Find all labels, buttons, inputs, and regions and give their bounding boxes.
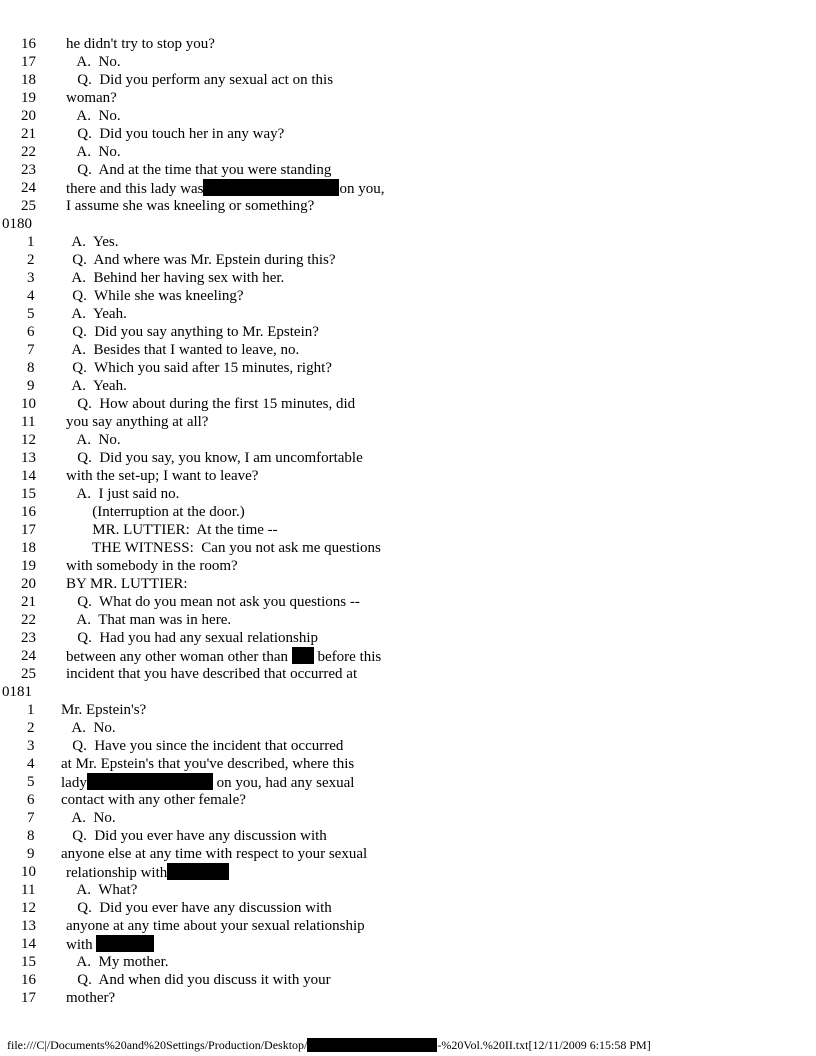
line-text bbox=[66, 629, 318, 647]
line-text-segment: incident that you have described that occurred at bbox=[66, 666, 358, 682]
line-number: 15 bbox=[21, 954, 36, 970]
line-number: 21 bbox=[21, 594, 36, 610]
line-text-segment: Q. Which you said after 15 minutes, right? bbox=[61, 360, 332, 376]
line-text-segment: A. Behind her having sex with her. bbox=[61, 270, 285, 286]
line-text bbox=[66, 395, 355, 413]
line-text-segment: he didn't try to stop you? bbox=[66, 36, 215, 52]
line-number: 8 bbox=[27, 360, 35, 376]
line-text-segment: before this bbox=[313, 649, 382, 665]
line-text bbox=[66, 467, 258, 485]
line-text-segment: -%20Vol.%20II.txt[12/11/2009 6:15:58 PM] bbox=[437, 1038, 651, 1052]
line-text-segment: Q. Did you say anything to Mr. Epstein? bbox=[61, 324, 319, 340]
line-text bbox=[61, 809, 116, 827]
redaction-block bbox=[203, 179, 339, 196]
line-text bbox=[66, 881, 137, 899]
line-text bbox=[61, 755, 354, 773]
line-text bbox=[66, 449, 363, 467]
page-number: 0180 bbox=[2, 216, 32, 232]
page-number: 0181 bbox=[2, 684, 32, 700]
line-text-segment: MR. LUTTIER: At the time -- bbox=[66, 522, 278, 538]
line-number: 12 bbox=[21, 432, 36, 448]
line-number: 17 bbox=[21, 54, 36, 70]
line-number: 17 bbox=[21, 522, 36, 538]
line-text-segment: A. No. bbox=[66, 108, 121, 124]
line-number: 18 bbox=[21, 540, 36, 556]
line-text bbox=[66, 575, 188, 593]
line-text-segment: Q. Did you ever have any discussion with bbox=[66, 900, 332, 916]
line-text bbox=[61, 269, 284, 287]
line-number: 19 bbox=[21, 558, 36, 574]
line-text-segment: at Mr. Epstein's that you've described, where this bbox=[61, 756, 355, 772]
line-text-segment: A. I just said no. bbox=[66, 486, 180, 502]
line-text bbox=[61, 359, 332, 377]
line-text-segment: Q. And when did you discuss it with your bbox=[66, 972, 331, 988]
line-number: 17 bbox=[21, 990, 36, 1006]
line-number: 5 bbox=[27, 306, 35, 322]
line-text-segment: A. Yes. bbox=[61, 234, 119, 250]
line-text bbox=[66, 989, 115, 1007]
line-text bbox=[66, 485, 179, 503]
line-text bbox=[66, 521, 278, 539]
line-text bbox=[66, 593, 360, 611]
line-number: 24 bbox=[21, 648, 36, 664]
line-text-segment: A. Besides that I wanted to leave, no. bbox=[61, 342, 300, 358]
line-text bbox=[61, 845, 367, 863]
line-number: 23 bbox=[21, 162, 36, 178]
redaction-block bbox=[167, 863, 229, 880]
line-text bbox=[66, 35, 215, 53]
line-number: 6 bbox=[27, 324, 35, 340]
line-number: 11 bbox=[21, 882, 36, 898]
line-number: 4 bbox=[27, 288, 35, 304]
line-text bbox=[66, 413, 208, 431]
line-text bbox=[66, 863, 229, 882]
line-text-segment: Q. Did you ever have any discussion with bbox=[61, 828, 327, 844]
line-number: 14 bbox=[21, 936, 36, 952]
line-number: 20 bbox=[21, 108, 36, 124]
line-text bbox=[66, 899, 332, 917]
line-text-segment: BY MR. LUTTIER: bbox=[66, 576, 188, 592]
line-number: 23 bbox=[21, 630, 36, 646]
line-number: 10 bbox=[21, 396, 36, 412]
line-number: 24 bbox=[21, 180, 36, 196]
line-text-segment: anyone at any time about your sexual relationship bbox=[66, 918, 365, 934]
line-text bbox=[66, 503, 245, 521]
line-text bbox=[66, 971, 331, 989]
line-number: 7 bbox=[27, 810, 35, 826]
line-number: 25 bbox=[21, 666, 36, 682]
line-number: 6 bbox=[27, 792, 35, 808]
line-number: 16 bbox=[21, 36, 36, 52]
line-text-segment: A. Yeah. bbox=[61, 378, 127, 394]
line-text bbox=[66, 935, 154, 954]
line-text-segment: with the set-up; I want to leave? bbox=[66, 468, 259, 484]
line-number: 11 bbox=[21, 414, 36, 430]
line-number: 22 bbox=[21, 144, 36, 160]
line-text bbox=[61, 233, 119, 251]
line-text bbox=[66, 53, 121, 71]
file-path-footer bbox=[7, 1037, 651, 1053]
line-text bbox=[66, 557, 238, 575]
line-text-segment: A. No. bbox=[66, 54, 121, 70]
line-text-segment: A. No. bbox=[66, 144, 121, 160]
line-text-segment: with bbox=[66, 937, 97, 953]
line-text-segment: between any other woman other than bbox=[66, 649, 292, 665]
line-number: 2 bbox=[27, 252, 35, 268]
line-text-segment: A. No. bbox=[61, 810, 116, 826]
line-text-segment: Q. Did you say, you know, I am uncomfortable bbox=[66, 450, 363, 466]
line-text-segment: Q. What do you mean not ask you questions -- bbox=[66, 594, 360, 610]
line-text bbox=[66, 647, 381, 666]
line-text bbox=[66, 161, 331, 179]
line-number: 18 bbox=[21, 72, 36, 88]
line-text bbox=[66, 953, 169, 971]
line-text-segment: Q. Did you touch her in any way? bbox=[66, 126, 285, 142]
line-text-segment: (Interruption at the door.) bbox=[66, 504, 245, 520]
line-text bbox=[66, 665, 357, 683]
line-number: 22 bbox=[21, 612, 36, 628]
line-text-segment: A. My mother. bbox=[66, 954, 169, 970]
line-text-segment: Q. And at the time that you were standing bbox=[66, 162, 332, 178]
line-text-segment: there and this lady was bbox=[66, 181, 204, 197]
line-text bbox=[66, 89, 117, 107]
line-text-segment: lady bbox=[61, 775, 87, 791]
line-text bbox=[66, 197, 314, 215]
line-number: 5 bbox=[27, 774, 35, 790]
line-number: 9 bbox=[27, 846, 35, 862]
redaction-block bbox=[87, 773, 213, 790]
line-text bbox=[61, 773, 354, 792]
line-number: 25 bbox=[21, 198, 36, 214]
line-text-segment: Q. Did you perform any sexual act on this bbox=[66, 72, 334, 88]
line-text-segment: THE WITNESS: Can you not ask me questions bbox=[66, 540, 381, 556]
line-text-segment: A. Yeah. bbox=[61, 306, 127, 322]
line-text bbox=[61, 251, 336, 269]
line-text bbox=[66, 71, 333, 89]
line-text bbox=[61, 305, 127, 323]
line-text-segment: I assume she was kneeling or something? bbox=[66, 198, 315, 214]
line-number: 3 bbox=[27, 738, 35, 754]
line-text-segment: A. No. bbox=[66, 432, 121, 448]
line-text-segment: Q. And where was Mr. Epstein during this? bbox=[61, 252, 336, 268]
line-text-segment: on you, bbox=[339, 181, 385, 197]
line-text-segment: on you, had any sexual bbox=[212, 775, 355, 791]
line-text-segment: Q. Had you had any sexual relationship bbox=[66, 630, 319, 646]
redaction-block bbox=[96, 935, 154, 952]
line-text bbox=[61, 827, 327, 845]
line-text bbox=[66, 431, 121, 449]
line-number: 8 bbox=[27, 828, 35, 844]
line-number: 12 bbox=[21, 900, 36, 916]
line-text bbox=[61, 377, 127, 395]
line-number: 21 bbox=[21, 126, 36, 142]
line-text bbox=[66, 611, 231, 629]
line-text bbox=[66, 143, 121, 161]
line-number: 1 bbox=[27, 234, 35, 250]
line-text-segment: file:///C|/Documents%20and%20Settings/Production/Desktop/ bbox=[7, 1038, 308, 1052]
line-number: 20 bbox=[21, 576, 36, 592]
line-text bbox=[66, 179, 384, 198]
line-text-segment: you say anything at all? bbox=[66, 414, 209, 430]
line-text bbox=[61, 323, 319, 341]
line-number: 13 bbox=[21, 450, 36, 466]
line-number: 13 bbox=[21, 918, 36, 934]
line-number: 10 bbox=[21, 864, 36, 880]
line-text-segment: A. That man was in here. bbox=[66, 612, 232, 628]
line-text bbox=[66, 917, 365, 935]
line-number: 7 bbox=[27, 342, 35, 358]
line-text-segment: mother? bbox=[66, 990, 116, 1006]
line-text-segment: woman? bbox=[66, 90, 117, 106]
line-number: 9 bbox=[27, 378, 35, 394]
line-text bbox=[61, 341, 299, 359]
line-text-segment: A. No. bbox=[61, 720, 116, 736]
line-text-segment: A. What? bbox=[66, 882, 138, 898]
line-text-segment: contact with any other female? bbox=[61, 792, 246, 808]
line-text bbox=[61, 287, 244, 305]
line-text-segment: Q. While she was kneeling? bbox=[61, 288, 244, 304]
redaction-block bbox=[307, 1038, 437, 1052]
line-text-segment: Mr. Epstein's? bbox=[61, 702, 147, 718]
line-text bbox=[61, 737, 343, 755]
line-number: 14 bbox=[21, 468, 36, 484]
line-number: 4 bbox=[27, 756, 35, 772]
line-text-segment: anyone else at any time with respect to your sexual bbox=[61, 846, 368, 862]
line-number: 2 bbox=[27, 720, 35, 736]
redaction-block bbox=[292, 647, 314, 664]
line-number: 16 bbox=[21, 504, 36, 520]
line-text bbox=[61, 719, 116, 737]
line-text bbox=[66, 539, 381, 557]
line-number: 3 bbox=[27, 270, 35, 286]
line-number: 19 bbox=[21, 90, 36, 106]
line-text bbox=[61, 701, 146, 719]
line-number: 1 bbox=[27, 702, 35, 718]
line-text-segment: Q. How about during the first 15 minutes, did bbox=[66, 396, 356, 412]
line-number: 15 bbox=[21, 486, 36, 502]
line-text bbox=[66, 125, 284, 143]
line-text-segment: Q. Have you since the incident that occurred bbox=[61, 738, 344, 754]
line-number: 16 bbox=[21, 972, 36, 988]
line-text-segment: with somebody in the room? bbox=[66, 558, 238, 574]
line-text bbox=[61, 791, 246, 809]
line-text bbox=[66, 107, 121, 125]
line-text-segment: relationship with bbox=[66, 865, 168, 881]
